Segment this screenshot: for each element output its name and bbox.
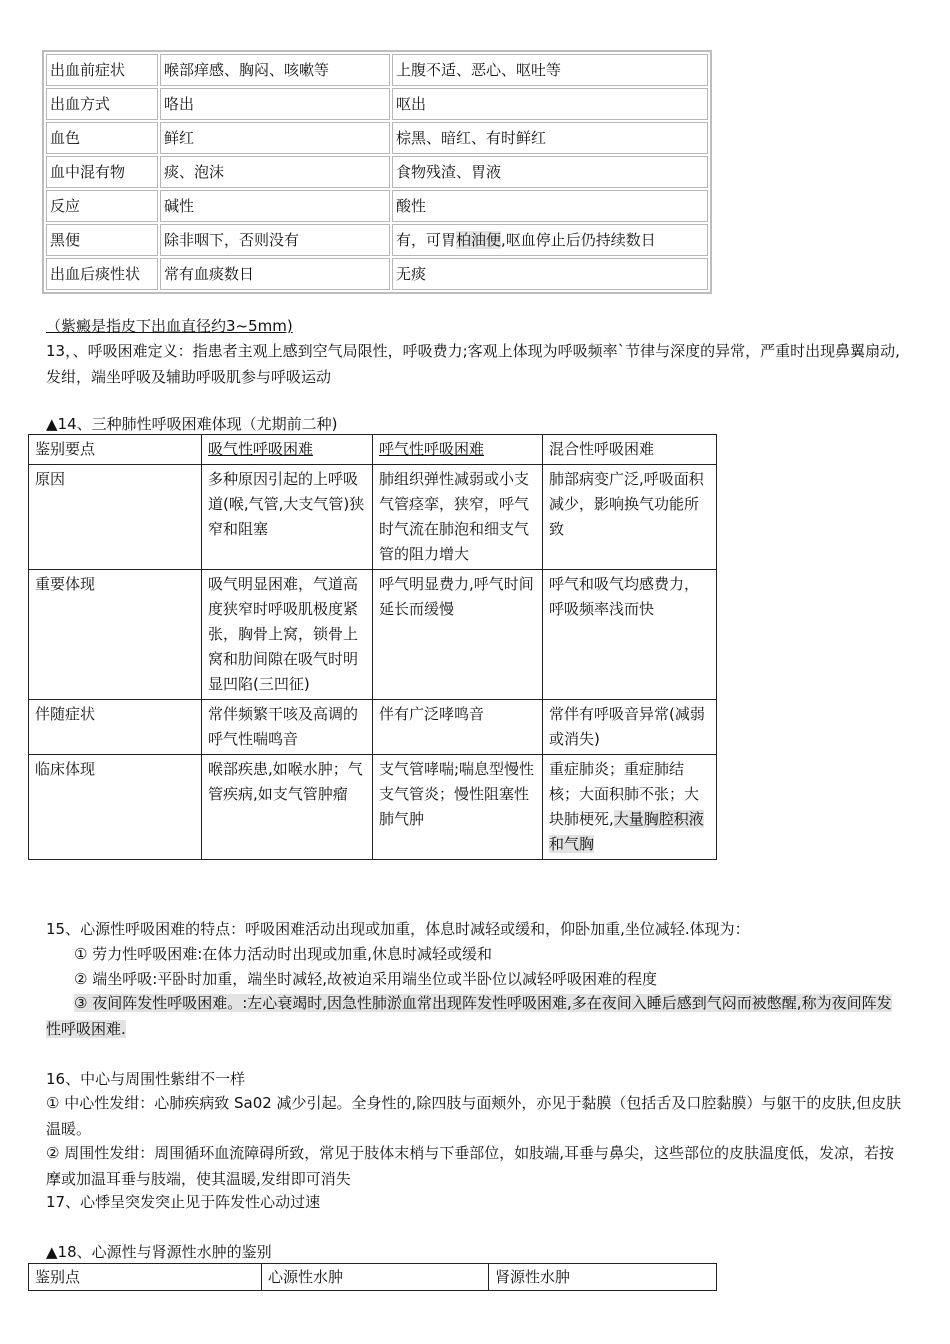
hemoptysis-hematemesis-table (42, 50, 712, 294)
table-cell: 肺部病变广泛,呼吸面积减少，影响换气功能所致 (543, 465, 717, 570)
table-cell: 无痰 (392, 258, 708, 290)
table-cell: 常有血痰数日 (160, 258, 390, 290)
table-cell: 支气管哮喘;喘息型慢性支气管炎；慢性阻塞性肺气肿 (373, 755, 543, 860)
table-row (46, 88, 708, 120)
table-cell: 重要体现 (29, 570, 202, 700)
column-header: 鉴别要点 (29, 435, 202, 465)
table-row (46, 224, 708, 256)
table-cell: 多种原因引起的上呼吸道(喉,气管,大支气管)狭窄和阻塞 (202, 465, 373, 570)
column-header: 混合性呼吸困难 (543, 435, 717, 465)
table-cell: 呕出 (392, 88, 708, 120)
table-cell: 血中混有物 (46, 156, 158, 188)
table-cell: 除非咽下，否则没有 (160, 224, 390, 256)
item-15-point-1: ① 劳力性呼吸困难:在体力活动时出现或加重,休息时减轻或缓和 (74, 945, 493, 963)
table-cell: 出血方式 (46, 88, 158, 120)
table-header-row (29, 435, 717, 465)
item-16-point-1: ① 中心性发绀：心肺疾病致 Sa02 减少引起。全身性的,除四肢与面颊外，亦见于黏膜（包括舌及口腔黏膜）与躯干的皮肤,但皮肤温暖。 (46, 1094, 902, 1138)
item-15-point-3: ③ 夜间阵发性呼吸困难。:左心衰竭时,因急性肺淤血常出现阵发性呼吸困难,多在夜间入睡后感到气闷而被憋醒,称为夜间阵发性呼吸困难. (46, 994, 892, 1038)
table-row (46, 190, 708, 222)
table-cell: 喉部疾患,如喉水肿；气管疾病,如支气管肿瘤 (202, 755, 373, 860)
table-cell: 伴有广泛哮鸣音 (373, 700, 543, 755)
item-16-title: 16、中心与周围性紫绀不一样 (46, 1070, 246, 1088)
table-cell: 鲜红 (160, 122, 390, 154)
dyspnea-table (28, 434, 717, 860)
table-cell: 黑便 (46, 224, 158, 256)
table-cell: 常伴频繁干咳及高调的呼气性喘鸣音 (202, 700, 373, 755)
table-cell: 呼气和吸气均感费力，呼吸频率浅而快 (543, 570, 717, 700)
item-16-point-2: ② 周围性发绀：周围循环血流障碍所致，常见于肢体末梢与下垂部位，如肢端,耳垂与鼻尖，这些部位的皮肤温度低，发凉，若按摩或加温耳垂与肢端，使其温暖,发绀即可消失 (46, 1144, 894, 1188)
table-cell: 棕黑、暗红、有时鲜红 (392, 122, 708, 154)
item-15-title: 15、心源性呼吸困难的特点：呼吸困难活动出现或加重，体息时减轻或缓和，仰卧加重,坐位减轻.体现为： (46, 920, 750, 938)
item-17: 17、心悸呈突发突止见于阵发性心动过速 (46, 1193, 321, 1211)
cell-text: 有，可胃 (396, 231, 457, 249)
highlighted-text: 柏油便 (456, 231, 502, 249)
purpura-note: （紫癜是指皮下出血直径约3~5mm) (46, 317, 293, 335)
column-header: 呼气性呼吸困难 (373, 435, 543, 465)
column-header: 肾源性水肿 (489, 1264, 717, 1291)
table-cell: 痰、泡沫 (160, 156, 390, 188)
table-row (46, 122, 708, 154)
table-row (46, 156, 708, 188)
table-row (29, 570, 717, 700)
table-cell: 反应 (46, 190, 158, 222)
item-15-point-2: ② 端坐呼吸:平卧时加重，端坐时减轻,故被迫采用端坐位或半卧位以减轻呼吸困难的程度 (74, 970, 658, 988)
table-row (29, 700, 717, 755)
table-cell: 常伴有呼吸音异常(减弱或消失) (543, 700, 717, 755)
table-header-row (29, 1264, 717, 1291)
item-14-title: ▲14、三种肺性呼吸困难体现（尤期前二种) (46, 415, 338, 433)
table-row (29, 465, 717, 570)
table-cell (543, 755, 717, 860)
table-cell: 咯出 (160, 88, 390, 120)
cell-text: 重症肺炎；重症肺结核；大面积肺不张；大块肺梗死, (549, 760, 700, 828)
table-cell: 肺组织弹性减弱或小支气管痉挛，狭窄，呼气时气流在肺泡和细支气管的阻力增大 (373, 465, 543, 570)
table-cell: 临床体现 (29, 755, 202, 860)
table-cell: 喉部痒感、胸闷、咳嗽等 (160, 54, 390, 86)
table-cell: 出血前症状 (46, 54, 158, 86)
table-cell: 碱性 (160, 190, 390, 222)
table-cell: 酸性 (392, 190, 708, 222)
table-cell: 伴随症状 (29, 700, 202, 755)
table-cell: 呼气明显费力,呼气时间延长而缓慢 (373, 570, 543, 700)
column-header: 吸气性呼吸困难 (202, 435, 373, 465)
column-header: 鉴别点 (29, 1264, 262, 1291)
table-cell: 食物残渣、胃液 (392, 156, 708, 188)
table-cell: 上腹不适、恶心、呕吐等 (392, 54, 708, 86)
table-row (46, 258, 708, 290)
table-row (29, 755, 717, 860)
table-cell: 原因 (29, 465, 202, 570)
cell-text: ,呕血停止后仍持续数日 (501, 231, 656, 249)
item-13-definition: 13，、呼吸困难定义：指患者主观上感到空气局限性，呼吸费力;客观上体现为呼吸频率`节律与深度的异常，严重时出现鼻翼扇动,发绀，端坐呼吸及辅助呼吸肌参与呼吸运动 (46, 342, 900, 386)
table-cell: 出血后痰性状 (46, 258, 158, 290)
highlighted-text: 大量胸腔积液和气胸 (549, 810, 704, 853)
column-header: 心源性水肿 (262, 1264, 489, 1291)
table-cell: 血色 (46, 122, 158, 154)
edema-table (28, 1263, 717, 1291)
table-cell (392, 224, 708, 256)
table-cell: 吸气明显困难，气道高度狭窄时呼吸肌极度紧张，胸骨上窝，锁骨上窝和肋间隙在吸气时明显凹陷(三凹征) (202, 570, 373, 700)
table-row (46, 54, 708, 86)
item-18-title: ▲18、心源性与肾源性水肿的鉴别 (46, 1243, 272, 1261)
